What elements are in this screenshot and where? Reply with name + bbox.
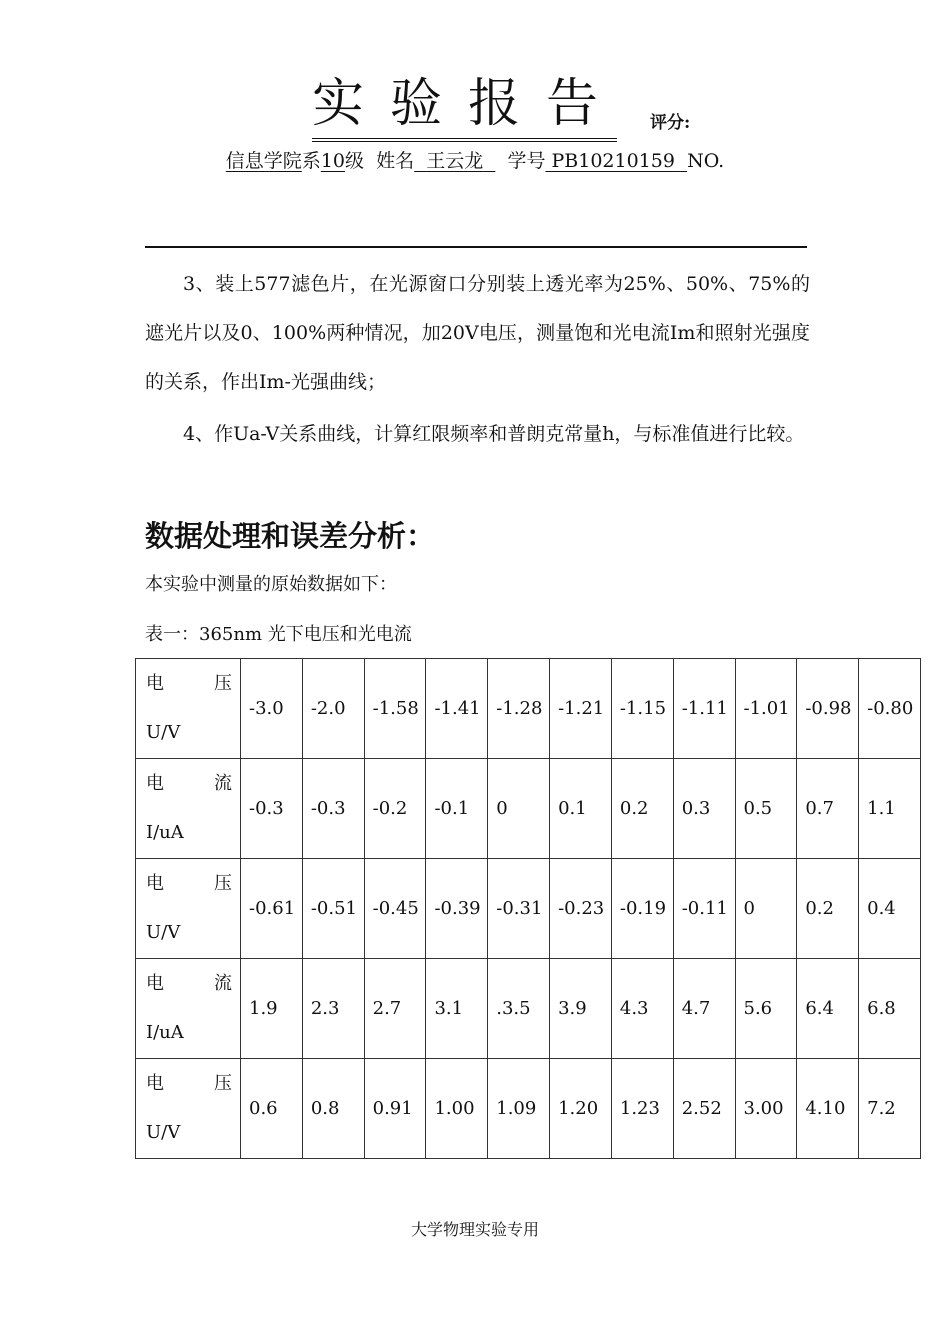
table-cell: -0.80 (859, 659, 921, 759)
row-header-unit: U/V (146, 1122, 181, 1143)
section-heading: 数据处理和误差分析： (145, 519, 436, 553)
grade: 10 (320, 150, 346, 172)
data-intro: 本实验中测量的原始数据如下： (145, 574, 397, 595)
row-header-label (146, 772, 232, 796)
table-row (136, 659, 921, 759)
table-cell: -0.2 (364, 759, 426, 859)
table-cell: -0.3 (241, 759, 303, 859)
paragraph-step-4-text: 4、作Ua-V关系曲线，计算红限频率和普朗克常量h，与标准值进行比较。 (183, 423, 805, 445)
table-cell: 0.6 (241, 1059, 303, 1159)
table-row (136, 759, 921, 859)
table-cell: 0.2 (611, 759, 673, 859)
table-cell: -0.61 (241, 859, 303, 959)
table-row (136, 959, 921, 1059)
student-id-value: PB10210159 (551, 150, 675, 172)
row-header-unit: U/V (146, 722, 181, 743)
row-header-label (146, 672, 232, 696)
row-header-char-b: 压 (214, 673, 232, 694)
table-cell: 6.4 (797, 959, 859, 1059)
row-header-char-a: 电 (146, 773, 164, 794)
row-header-char-a: 电 (146, 973, 164, 994)
table-cell: -0.39 (426, 859, 488, 959)
table-cell: 0.4 (859, 859, 921, 959)
score-label: 评分: (650, 113, 691, 133)
paragraph-step-3 (145, 260, 810, 407)
table-cell: -1.28 (488, 659, 550, 759)
table-cell: -1.21 (550, 659, 612, 759)
row-header-char-b: 流 (214, 773, 232, 794)
table-cell: 4.10 (797, 1059, 859, 1159)
row-header-char-a: 电 (146, 1073, 164, 1094)
table-cell: -0.98 (797, 659, 859, 759)
table-cell: -0.45 (364, 859, 426, 959)
table-cell: 4.7 (673, 959, 735, 1059)
table-cell: -2.0 (302, 659, 364, 759)
table-cell: -1.15 (611, 659, 673, 759)
row-header-unit: U/V (146, 922, 181, 943)
row-header-char-a: 电 (146, 673, 164, 694)
report-header (0, 72, 950, 142)
name-label: 姓名 (376, 150, 415, 172)
department: 信息学院 (225, 150, 302, 172)
table-cell: 1.23 (611, 1059, 673, 1159)
table-cell: 6.8 (859, 959, 921, 1059)
table-cell: 0.7 (797, 759, 859, 859)
table-cell: 0 (735, 859, 797, 959)
student-id (545, 150, 687, 172)
table-cell: 0.91 (364, 1059, 426, 1159)
row-header-cell (136, 759, 241, 859)
table-cell: 3.1 (426, 959, 488, 1059)
paragraph-step-4 (145, 410, 810, 459)
data-table (135, 658, 921, 1159)
table-cell: -3.0 (241, 659, 303, 759)
table-cell: 0.3 (673, 759, 735, 859)
dept-suffix: 系 (301, 150, 321, 172)
table-cell: 0 (488, 759, 550, 859)
table-cell: 1.9 (241, 959, 303, 1059)
table-cell: -0.1 (426, 759, 488, 859)
table-cell: 3.9 (550, 959, 612, 1059)
row-header-label (146, 972, 232, 996)
table-cell: -1.01 (735, 659, 797, 759)
row-header-label (146, 872, 232, 896)
table-cell: 2.52 (673, 1059, 735, 1159)
row-header-label (146, 1072, 232, 1096)
table-cell: 0.8 (302, 1059, 364, 1159)
row-header-cell (136, 1059, 241, 1159)
row-header-cell (136, 959, 241, 1059)
table-cell: -1.11 (673, 659, 735, 759)
table-cell: -1.58 (364, 659, 426, 759)
page-footer: 大学物理实验专用 (410, 1220, 539, 1239)
table-cell: 3.00 (735, 1059, 797, 1159)
grade-suffix: 级 (345, 150, 365, 172)
row-header-unit: I/uA (146, 1022, 184, 1043)
row-header-char-b: 流 (214, 973, 232, 994)
student-name-value: 王云龙 (426, 150, 484, 172)
student-info-line (0, 146, 950, 173)
report-title: 实验报告 (312, 72, 617, 142)
table-cell: 4.3 (611, 959, 673, 1059)
row-header-char-a: 电 (146, 873, 164, 894)
table-cell: -1.41 (426, 659, 488, 759)
id-label: 学号 (507, 150, 546, 172)
table-cell: 1.09 (488, 1059, 550, 1159)
table-cell: 2.3 (302, 959, 364, 1059)
table-caption: 表一：365nm 光下电压和光电流 (145, 624, 412, 645)
table-row (136, 1059, 921, 1159)
table-cell: 7.2 (859, 1059, 921, 1159)
table-cell: -0.11 (673, 859, 735, 959)
table-cell: -0.31 (488, 859, 550, 959)
table-cell: -0.19 (611, 859, 673, 959)
table-cell: -0.3 (302, 759, 364, 859)
table-cell: -0.51 (302, 859, 364, 959)
table-cell: 0.2 (797, 859, 859, 959)
row-header-unit: I/uA (146, 822, 184, 843)
row-header-char-b: 压 (214, 1073, 232, 1094)
row-header-cell (136, 859, 241, 959)
table-cell: -0.23 (550, 859, 612, 959)
row-header-cell (136, 659, 241, 759)
header-divider (145, 246, 807, 248)
table-cell: 5.6 (735, 959, 797, 1059)
row-header-char-b: 压 (214, 873, 232, 894)
student-name (414, 150, 495, 172)
table-row (136, 859, 921, 959)
table-cell: 1.1 (859, 759, 921, 859)
table-cell: 1.00 (426, 1059, 488, 1159)
table-cell: .3.5 (488, 959, 550, 1059)
table-cell: 2.7 (364, 959, 426, 1059)
table-cell: 1.20 (550, 1059, 612, 1159)
table-cell: 0.1 (550, 759, 612, 859)
no-label: NO. (687, 150, 725, 172)
table-cell: 0.5 (735, 759, 797, 859)
paragraph-step-3-text: 3、装上577滤色片，在光源窗口分别装上透光率为25%、50%、75%的遮光片以及0、100%两种情况，加20V电压，测量饱和光电流Im和照射光强度的关系，作出Im-光强曲线； (145, 273, 810, 393)
